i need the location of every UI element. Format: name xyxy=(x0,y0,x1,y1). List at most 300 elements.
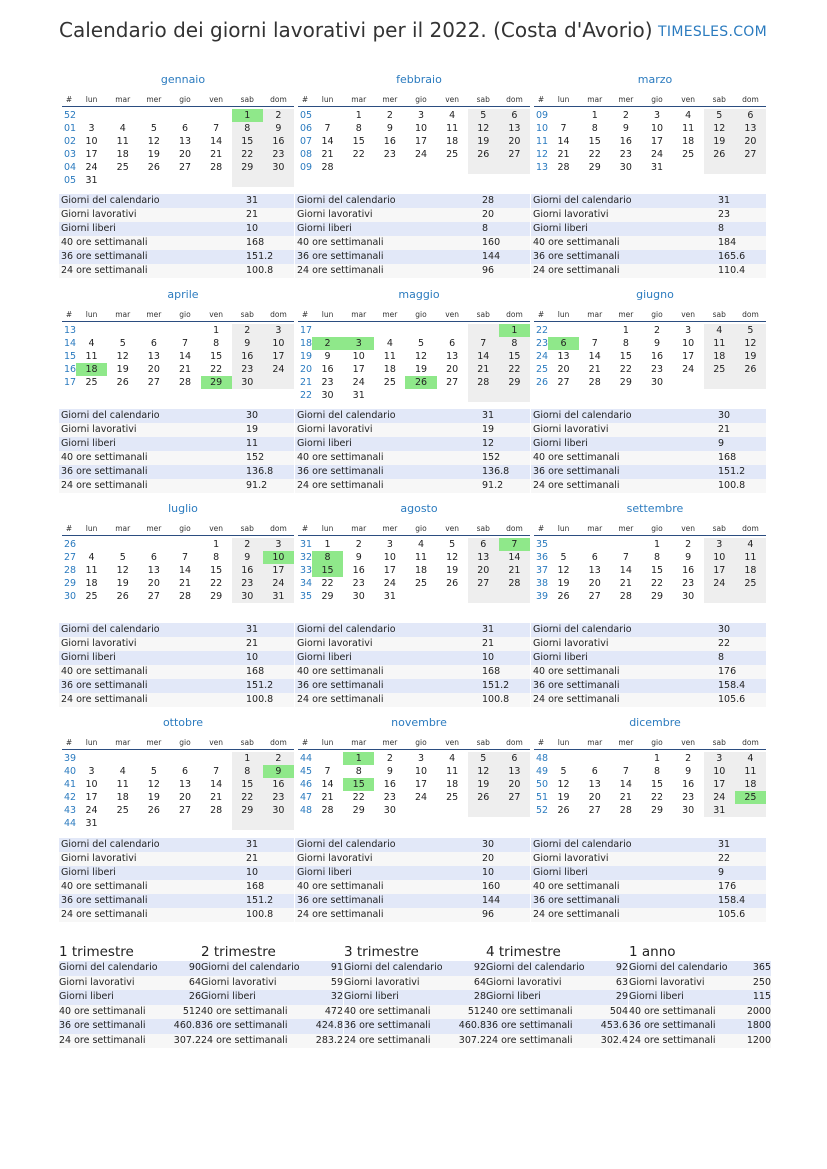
stat-value: 2000 xyxy=(746,1005,771,1017)
day-cell: 5 xyxy=(735,324,766,337)
stat-label: Giorni liberi xyxy=(486,991,541,1002)
day-cell: 23 xyxy=(232,577,263,590)
day-cell: 30 xyxy=(232,590,263,603)
empty-day-cell xyxy=(312,752,343,765)
day-cell: 29 xyxy=(650,591,664,602)
stat-value: 10 xyxy=(482,652,495,663)
stat-value: 460.8 xyxy=(458,1020,486,1031)
day-cell: 17 xyxy=(85,792,98,803)
day-cell: 6 xyxy=(499,752,530,765)
stat-value: 151.2 xyxy=(718,466,746,477)
stat-value: 22 xyxy=(718,853,731,864)
day-cell: 3 xyxy=(704,538,735,551)
stat-value: 22 xyxy=(718,638,731,649)
week-number: 36 xyxy=(536,552,549,563)
stat-value: 64 xyxy=(188,976,201,988)
day-cell: 22 xyxy=(352,149,365,160)
day-cell: 9 xyxy=(386,123,393,134)
weekday-header: mar xyxy=(107,736,138,750)
day-cell: 22 xyxy=(619,364,632,375)
day-cell: 18 xyxy=(704,350,735,363)
stat-row xyxy=(486,1019,628,1034)
weekday-header: mer xyxy=(374,522,405,536)
day-cell: 11 xyxy=(682,123,695,134)
month-calendar xyxy=(62,736,294,830)
stat-row xyxy=(59,264,294,278)
empty-day-cell xyxy=(76,752,107,765)
empty-day-cell xyxy=(76,324,107,337)
day-cell: 15 xyxy=(232,778,263,791)
empty-day-cell xyxy=(201,174,232,187)
stat-label: Giorni del calendario xyxy=(61,410,160,421)
weekday-header: mer xyxy=(374,736,405,750)
week-row xyxy=(62,148,294,161)
month-calendar xyxy=(298,522,530,603)
week-number: 40 xyxy=(64,766,77,777)
empty-day-cell xyxy=(437,389,468,402)
week-row xyxy=(62,337,294,350)
month-name: febbraio xyxy=(396,73,442,86)
day-cell: 18 xyxy=(116,792,129,803)
stat-value: 105.6 xyxy=(718,909,746,920)
stat-value: 1800 xyxy=(746,1020,771,1031)
month-gennaio xyxy=(62,72,294,187)
stat-value: 63 xyxy=(615,976,628,988)
day-cell: 11 xyxy=(735,551,766,564)
stat-value: 151.2 xyxy=(482,680,510,691)
day-cell: 3 xyxy=(263,538,294,551)
empty-day-cell xyxy=(735,590,766,603)
day-cell: 2 xyxy=(386,753,393,764)
weekday-header: gio xyxy=(405,522,436,536)
stat-label: Giorni liberi xyxy=(344,991,399,1002)
weekday-header: mer xyxy=(610,308,641,322)
holiday-cell: 1 xyxy=(499,324,530,337)
day-cell: 10 xyxy=(682,338,695,349)
day-cell: 19 xyxy=(116,364,129,375)
day-cell: 29 xyxy=(232,161,263,174)
holiday-cell: 15 xyxy=(343,778,374,791)
stat-value: 30 xyxy=(718,410,731,421)
empty-day-cell xyxy=(499,161,530,174)
week-number: 52 xyxy=(64,110,77,121)
stat-row xyxy=(295,880,530,894)
stat-value: 96 xyxy=(482,265,495,276)
month-calendar xyxy=(298,308,530,402)
empty-day-cell xyxy=(312,324,343,337)
weekday-header: dom xyxy=(499,308,530,322)
stat-label: Giorni liberi xyxy=(533,438,588,449)
week-number: 26 xyxy=(536,377,549,388)
week-number: 08 xyxy=(300,149,313,160)
day-cell: 7 xyxy=(324,123,331,134)
stat-label: 36 ore settimanali xyxy=(61,680,148,691)
day-cell: 1 xyxy=(653,753,661,764)
day-cell: 14 xyxy=(557,136,570,147)
empty-day-cell xyxy=(468,161,499,174)
day-cell: 21 xyxy=(468,363,499,376)
day-cell: 26 xyxy=(557,591,570,602)
weekday-header: ven xyxy=(673,522,704,536)
day-cell: 12 xyxy=(704,122,735,135)
stat-label: Giorni lavorativi xyxy=(533,209,609,220)
day-cell: 24 xyxy=(85,805,98,816)
stat-label: Giorni liberi xyxy=(297,867,352,878)
stat-row xyxy=(531,880,766,894)
month-novembre xyxy=(298,715,530,817)
stat-value: 100.8 xyxy=(246,265,274,276)
stat-label: 36 ore settimanali xyxy=(533,895,620,906)
empty-day-cell xyxy=(673,376,704,389)
stat-row xyxy=(295,908,530,922)
stat-label: 24 ore settimanali xyxy=(61,265,148,276)
weekday-header-row xyxy=(62,93,294,107)
week-number: 18 xyxy=(300,338,313,349)
day-cell: 7 xyxy=(324,766,331,777)
site-link[interactable]: TIMESLES.COM xyxy=(658,24,767,40)
day-cell: 9 xyxy=(386,766,393,777)
stat-value: 59 xyxy=(330,976,343,988)
stat-value: 31 xyxy=(718,195,731,206)
day-cell: 18 xyxy=(735,564,766,577)
empty-day-cell xyxy=(704,590,735,603)
day-cell: 30 xyxy=(321,390,334,401)
day-cell: 26 xyxy=(116,591,129,602)
stat-row xyxy=(531,409,766,423)
empty-day-cell xyxy=(468,804,499,817)
day-cell: 13 xyxy=(468,551,499,564)
month-stats-novembre xyxy=(295,838,530,922)
day-cell: 4 xyxy=(449,753,456,764)
month-name: maggio xyxy=(398,288,440,301)
holiday-cell: 26 xyxy=(405,376,436,389)
weekday-header-row xyxy=(534,308,766,322)
day-cell: 29 xyxy=(321,591,334,602)
stat-row xyxy=(59,961,201,976)
month-maggio xyxy=(298,287,530,402)
stat-value: 8 xyxy=(718,652,725,663)
day-cell: 2 xyxy=(263,109,294,122)
stat-row xyxy=(295,194,530,208)
empty-day-cell xyxy=(169,752,200,765)
empty-day-cell xyxy=(437,590,468,603)
day-cell: 13 xyxy=(147,565,160,576)
week-row xyxy=(62,577,294,590)
stat-row xyxy=(201,990,343,1005)
day-cell: 13 xyxy=(499,122,530,135)
day-cell: 11 xyxy=(446,766,459,777)
stat-value: 91.2 xyxy=(246,480,268,491)
month-name: settembre xyxy=(626,502,684,515)
empty-day-cell xyxy=(263,817,294,830)
day-cell: 24 xyxy=(414,149,428,160)
week-number-header: # xyxy=(62,736,76,750)
week-row xyxy=(534,324,766,337)
day-cell: 2 xyxy=(685,539,692,550)
stat-value: 165.6 xyxy=(718,251,746,262)
stat-value: 91.2 xyxy=(482,480,504,491)
stat-value: 158.4 xyxy=(718,895,746,906)
week-row xyxy=(62,765,294,778)
day-cell: 10 xyxy=(85,779,98,790)
week-number: 41 xyxy=(64,779,77,790)
month-name: novembre xyxy=(391,716,447,729)
day-cell: 7 xyxy=(560,123,567,134)
day-cell: 25 xyxy=(414,578,428,589)
stat-label: 24 ore settimanali xyxy=(297,265,384,276)
stat-row xyxy=(59,693,294,707)
empty-day-cell xyxy=(169,109,200,122)
stat-row xyxy=(59,838,294,852)
empty-day-cell xyxy=(201,109,232,122)
stat-label: 36 ore settimanali xyxy=(297,680,384,691)
day-cell: 9 xyxy=(622,123,629,134)
day-cell: 9 xyxy=(263,122,294,135)
day-cell: 29 xyxy=(650,805,664,816)
week-number: 05 xyxy=(300,110,313,121)
quarter-stats xyxy=(201,961,343,1048)
day-cell: 6 xyxy=(499,109,530,122)
month-calendar xyxy=(62,308,294,389)
stat-row xyxy=(59,894,294,908)
empty-day-cell xyxy=(579,324,610,337)
weekday-header: lun xyxy=(312,93,343,107)
stat-label: Giorni del calendario xyxy=(297,195,396,206)
empty-day-cell xyxy=(263,174,294,187)
stat-value: 144 xyxy=(482,251,501,262)
day-cell: 14 xyxy=(619,565,632,576)
week-number: 45 xyxy=(300,766,313,777)
stat-value: 168 xyxy=(246,881,265,892)
month-calendar xyxy=(298,736,530,817)
day-cell: 26 xyxy=(557,805,570,816)
week-row xyxy=(298,350,530,363)
day-cell: 3 xyxy=(653,110,661,121)
day-cell: 29 xyxy=(588,162,601,173)
week-row xyxy=(534,564,766,577)
stat-label: 40 ore settimanali xyxy=(533,666,620,677)
stat-label: Giorni lavorativi xyxy=(59,976,135,988)
weekday-header: mar xyxy=(579,308,610,322)
day-cell: 18 xyxy=(383,364,396,375)
day-cell: 4 xyxy=(735,752,766,765)
stat-row xyxy=(531,194,766,208)
day-cell: 27 xyxy=(446,377,459,388)
day-cell: 6 xyxy=(468,538,499,551)
day-cell: 14 xyxy=(210,779,223,790)
stat-row xyxy=(629,976,771,991)
stat-value: 21 xyxy=(246,209,259,220)
day-cell: 21 xyxy=(178,364,192,375)
day-cell: 8 xyxy=(355,123,362,134)
day-cell: 16 xyxy=(232,564,263,577)
week-number: 10 xyxy=(536,123,549,134)
day-cell: 22 xyxy=(352,792,365,803)
day-cell: 30 xyxy=(263,804,294,817)
holiday-cell: 8 xyxy=(312,551,343,564)
quarter-block xyxy=(201,944,343,1048)
day-cell: 20 xyxy=(735,135,766,148)
weekday-header-row xyxy=(534,736,766,750)
stat-row xyxy=(531,250,766,264)
stat-value: 100.8 xyxy=(246,909,274,920)
day-cell: 21 xyxy=(321,792,334,803)
day-cell: 13 xyxy=(735,122,766,135)
stat-label: Giorni del calendario xyxy=(61,195,160,206)
stat-value: 21 xyxy=(718,424,731,435)
day-cell: 5 xyxy=(417,338,425,349)
day-cell: 12 xyxy=(116,351,129,362)
day-cell: 19 xyxy=(735,350,766,363)
empty-day-cell xyxy=(107,174,138,187)
stat-value: 10 xyxy=(246,223,259,234)
week-number: 43 xyxy=(64,805,77,816)
stat-label: Giorni lavorativi xyxy=(533,638,609,649)
day-cell: 18 xyxy=(682,136,695,147)
day-cell: 31 xyxy=(650,162,664,173)
week-number: 32 xyxy=(300,552,313,563)
stat-row xyxy=(629,1005,771,1020)
stat-row xyxy=(531,623,766,637)
weekday-header: mer xyxy=(138,522,169,536)
week-number: 47 xyxy=(300,792,313,803)
stat-label: 24 ore settimanali xyxy=(297,694,384,705)
stat-label: Giorni del calendario xyxy=(629,962,728,973)
stat-label: Giorni del calendario xyxy=(297,839,396,850)
day-cell: 4 xyxy=(119,766,126,777)
stat-label: 40 ore settimanali xyxy=(61,666,148,677)
empty-day-cell xyxy=(138,752,169,765)
month-stats-agosto xyxy=(295,623,530,707)
week-row xyxy=(534,791,766,804)
day-cell: 12 xyxy=(414,351,428,362)
stat-value: 512 xyxy=(182,1005,201,1017)
week-number: 17 xyxy=(64,377,77,388)
empty-day-cell xyxy=(405,389,436,402)
stat-label: Giorni lavorativi xyxy=(297,638,373,649)
week-number-header: # xyxy=(298,522,312,536)
stat-label: 24 ore settimanali xyxy=(61,909,148,920)
stat-row xyxy=(295,866,530,880)
empty-day-cell xyxy=(232,817,263,830)
day-cell: 19 xyxy=(468,778,499,791)
weekday-header: gio xyxy=(169,736,200,750)
week-row xyxy=(298,376,530,389)
stat-label: 24 ore settimanali xyxy=(344,1034,431,1046)
stat-row xyxy=(531,693,766,707)
week-number: 42 xyxy=(64,792,77,803)
day-cell: 16 xyxy=(682,779,695,790)
day-cell: 8 xyxy=(591,123,598,134)
stat-value: 21 xyxy=(482,638,495,649)
stat-label: Giorni lavorativi xyxy=(533,853,609,864)
day-cell: 24 xyxy=(414,792,428,803)
day-cell: 20 xyxy=(588,792,601,803)
stat-value: 302.4 xyxy=(600,1034,628,1046)
stat-row xyxy=(629,990,771,1005)
quarter-stats xyxy=(486,961,628,1048)
week-number: 48 xyxy=(536,753,549,764)
weekday-header: dom xyxy=(499,736,530,750)
weekday-header: dom xyxy=(735,308,766,322)
day-cell: 23 xyxy=(263,148,294,161)
day-cell: 25 xyxy=(116,805,129,816)
weekday-header: lun xyxy=(548,93,579,107)
stat-row xyxy=(295,894,530,908)
day-cell: 6 xyxy=(150,552,157,563)
day-cell: 26 xyxy=(446,578,459,589)
day-cell: 2 xyxy=(263,752,294,765)
stat-label: 40 ore settimanali xyxy=(59,1005,146,1017)
stat-label: Giorni del calendario xyxy=(61,839,160,850)
day-cell: 28 xyxy=(178,591,192,602)
day-cell: 10 xyxy=(352,351,365,362)
week-number: 13 xyxy=(536,162,549,173)
month-calendar xyxy=(534,736,766,817)
stat-value: 460.8 xyxy=(173,1020,201,1031)
stat-row xyxy=(531,423,766,437)
week-number: 38 xyxy=(536,578,549,589)
stat-value: 8 xyxy=(718,223,725,234)
week-number: 35 xyxy=(536,539,549,550)
day-cell: 5 xyxy=(119,552,126,563)
stat-label: 36 ore settimanali xyxy=(297,466,384,477)
stat-value: 136.8 xyxy=(482,466,510,477)
day-cell: 4 xyxy=(386,338,393,349)
day-cell: 24 xyxy=(263,363,294,376)
weekday-header: ven xyxy=(201,736,232,750)
day-cell: 3 xyxy=(417,110,425,121)
month-stats-marzo xyxy=(531,194,766,278)
day-cell: 27 xyxy=(588,591,601,602)
week-number-header: # xyxy=(62,308,76,322)
week-number: 22 xyxy=(300,390,313,401)
week-row xyxy=(62,791,294,804)
day-cell: 22 xyxy=(321,578,334,589)
weekday-header-row xyxy=(534,522,766,536)
stat-label: Giorni liberi xyxy=(629,991,684,1002)
day-cell: 11 xyxy=(383,351,396,362)
weekday-header: dom xyxy=(735,522,766,536)
stat-row xyxy=(59,222,294,236)
week-row xyxy=(298,590,530,603)
stat-label: Giorni del calendario xyxy=(59,962,158,973)
day-cell: 22 xyxy=(588,149,601,160)
month-settembre xyxy=(534,501,766,603)
page-title: Calendario dei giorni lavorativi per il 2022. (Costa d'Avorio) xyxy=(59,18,653,42)
week-number: 16 xyxy=(64,364,77,375)
stat-row xyxy=(531,894,766,908)
weekday-header: ven xyxy=(201,93,232,107)
stat-value: 23 xyxy=(718,209,731,220)
stat-row xyxy=(629,1019,771,1034)
weekday-header: sab xyxy=(232,308,263,322)
day-cell: 11 xyxy=(116,136,129,147)
day-cell: 23 xyxy=(383,792,396,803)
day-cell: 5 xyxy=(150,123,157,134)
stat-row xyxy=(295,465,530,479)
stat-row xyxy=(295,651,530,665)
stat-label: 36 ore settimanali xyxy=(201,1020,288,1031)
week-row xyxy=(298,135,530,148)
day-cell: 25 xyxy=(383,377,396,388)
day-cell: 3 xyxy=(88,123,95,134)
day-cell: 9 xyxy=(685,552,692,563)
week-row xyxy=(534,109,766,122)
stat-row xyxy=(629,1034,771,1049)
week-number-header: # xyxy=(534,736,548,750)
stat-label: 24 ore settimanali xyxy=(297,909,384,920)
